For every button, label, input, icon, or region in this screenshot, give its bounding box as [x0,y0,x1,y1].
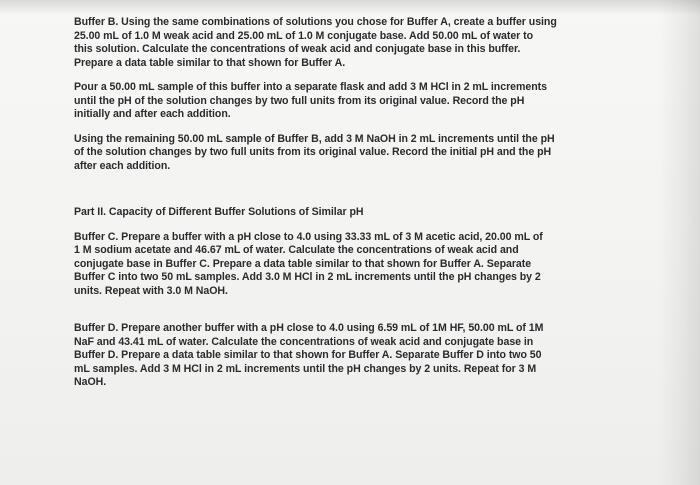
text-line: Using the remaining 50.00 mL sample of Buffer B, add 3 M NaOH in 2 mL increments until the pH [74,132,555,145]
text-line: after each addition. [74,159,171,172]
text-line: Buffer D. Prepare another buffer with a pH close to 4.0 using 6.59 mL of 1M HF, 50.00 mL of 1M [74,322,544,334]
text-line: Buffer C. Prepare a buffer with a pH close to 4.0 using 33.33 mL of 3 M acetic acid, 20.00 mL of [74,230,543,243]
text-line: until the pH of the solution changes by two full units from its original value. Record the pH [74,94,525,107]
paragraph-buffer-c [74,231,644,299]
text-line: Buffer D. Prepare a data table similar to that shown for Buffer A. Separate Buffer D into two 50 [74,349,542,361]
text-line: Prepare a data table similar to that shown for Buffer A. [74,56,346,69]
text-line: mL samples. Add 3 M HCl in 2 mL increments until the pH changes by 2 units. Repeat for 3 M [74,362,537,375]
text-line: of the solution changes by two full units from its original value. Record the initial pH and the pH [74,146,552,158]
page-right-shadow [658,0,700,485]
paragraph-buffer-d [74,322,644,390]
paragraph-pour-sample [74,81,644,122]
text-line: units. Repeat with 3.0 M NaOH. [74,284,228,297]
text-line: Buffer B. Using the same combinations of solutions you chose for Buffer A, create a buffer using [74,16,557,28]
text-line: 25.00 mL of 1.0 M weak acid and 25.00 mL of 1.0 M conjugate base. Add 50.00 mL of water to [74,29,534,42]
text-line: Buffer C into two 50 mL samples. Add 3.0 M HCl in 2 mL increments until the pH changes by 2 [74,271,541,283]
text-line: conjugate base in Buffer C. Prepare a data table similar to that shown for Buffer A. Separate [74,257,532,270]
section-heading-part-ii [74,206,644,220]
document-text [74,14,644,390]
page-top-edge [0,0,700,14]
paragraph-buffer-b [74,16,644,70]
text-line: NaF and 43.41 mL of water. Calculate the concentrations of weak acid and conjugate base in [74,335,534,348]
text-line: Pour a 50.00 mL sample of this buffer into a separate flask and add 3 M HCl in 2 mL increments [74,81,547,93]
paragraph-remaining-sample [74,133,644,174]
text-line: 1 M sodium acetate and 46.67 mL of water. Calculate the concentrations of weak acid and [74,244,519,256]
section-heading-text: Part II. Capacity of Different Buffer Solutions of Similar pH [74,206,364,218]
text-line: this solution. Calculate the concentrations of weak acid and conjugate base in this buffer. [74,43,521,55]
text-line: initially and after each addition. [74,108,231,120]
text-line: NaOH. [74,376,107,388]
